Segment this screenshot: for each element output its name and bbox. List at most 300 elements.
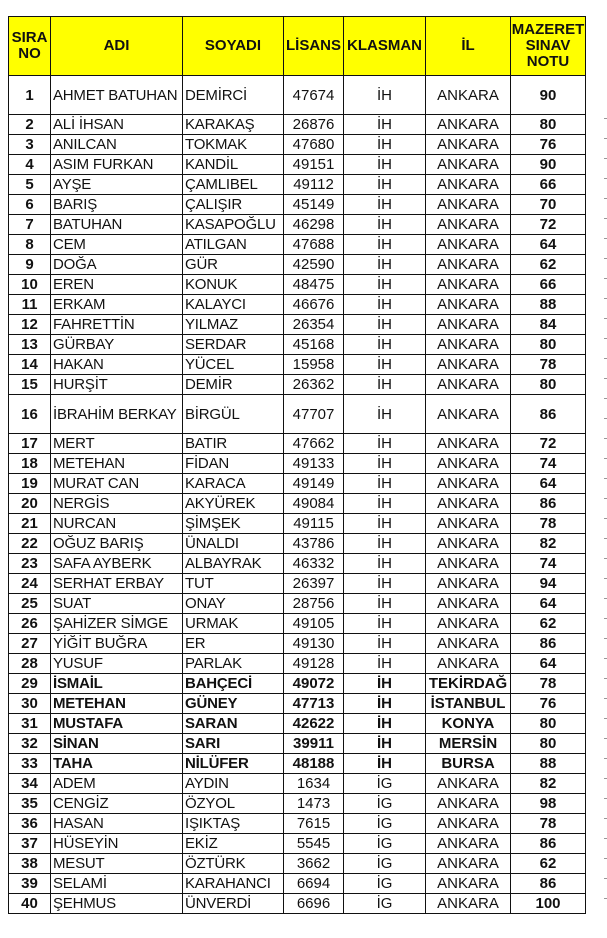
header-no: SIRA NO (9, 17, 51, 76)
classification-cell: İH (344, 434, 426, 454)
license-number-cell: 49128 (284, 654, 344, 674)
city-cell: ANKARA (426, 135, 511, 155)
classification-cell: İG (344, 794, 426, 814)
classification-cell: İH (344, 375, 426, 395)
surname-cell: ÇALIŞIR (183, 195, 284, 215)
city-cell: ANKARA (426, 235, 511, 255)
exam-score-cell: 88 (511, 295, 586, 315)
table-row (9, 834, 586, 854)
classification-cell: İH (344, 315, 426, 335)
table-row (9, 275, 586, 295)
license-number-cell: 49115 (284, 514, 344, 534)
first-name-cell: MUSTAFA (51, 714, 183, 734)
table-row (9, 215, 586, 235)
table-row (9, 734, 586, 754)
surname-cell: KALAYCI (183, 295, 284, 315)
city-cell: ANKARA (426, 514, 511, 534)
classification-cell: İH (344, 175, 426, 195)
city-cell: ANKARA (426, 295, 511, 315)
surname-cell: AYDIN (183, 774, 284, 794)
table-row (9, 594, 586, 614)
exam-score-cell: 86 (511, 874, 586, 894)
exam-score-cell: 90 (511, 76, 586, 115)
city-cell: ANKARA (426, 375, 511, 395)
classification-cell: İH (344, 454, 426, 474)
surname-cell: DEMİRCİ (183, 76, 284, 115)
surname-cell: GÜR (183, 255, 284, 275)
first-name-cell: MERT (51, 434, 183, 454)
license-number-cell: 1634 (284, 774, 344, 794)
classification-cell: İH (344, 275, 426, 295)
classification-cell: İH (344, 614, 426, 634)
classification-cell: İH (344, 754, 426, 774)
row-number-cell: 8 (9, 235, 51, 255)
row-number-cell: 30 (9, 694, 51, 714)
city-cell: ANKARA (426, 854, 511, 874)
surname-cell: KASAPOĞLU (183, 215, 284, 235)
row-number-cell: 38 (9, 854, 51, 874)
header-classification: KLASMAN (344, 17, 426, 76)
classification-cell: İH (344, 534, 426, 554)
city-cell: BURSA (426, 754, 511, 774)
classification-cell: İH (344, 634, 426, 654)
license-number-cell: 46298 (284, 215, 344, 235)
table-row (9, 255, 586, 275)
exam-score-cell: 78 (511, 355, 586, 375)
city-cell: ANKARA (426, 474, 511, 494)
row-number-cell: 14 (9, 355, 51, 375)
row-number-cell: 34 (9, 774, 51, 794)
exam-score-cell: 62 (511, 854, 586, 874)
table-row (9, 874, 586, 894)
table-row (9, 195, 586, 215)
exam-score-cell: 80 (511, 714, 586, 734)
license-number-cell: 42622 (284, 714, 344, 734)
classification-cell: İG (344, 874, 426, 894)
row-number-cell: 23 (9, 554, 51, 574)
exam-score-cell: 74 (511, 454, 586, 474)
exam-score-cell: 78 (511, 814, 586, 834)
row-number-cell: 17 (9, 434, 51, 454)
city-cell: ANKARA (426, 76, 511, 115)
header-score: MAZERET SINAV NOTU (511, 17, 586, 76)
classification-cell: İH (344, 155, 426, 175)
first-name-cell: MESUT (51, 854, 183, 874)
license-number-cell: 43786 (284, 534, 344, 554)
exam-score-cell: 64 (511, 654, 586, 674)
first-name-cell: SELAMİ (51, 874, 183, 894)
classification-cell: İH (344, 115, 426, 135)
exam-score-cell: 78 (511, 674, 586, 694)
license-number-cell: 26876 (284, 115, 344, 135)
city-cell: ANKARA (426, 834, 511, 854)
table-row (9, 894, 586, 914)
table-header-row (9, 17, 586, 76)
first-name-cell: CENGİZ (51, 794, 183, 814)
surname-cell: YÜCEL (183, 355, 284, 375)
row-number-cell: 26 (9, 614, 51, 634)
table-row (9, 135, 586, 155)
header-name: ADI (51, 17, 183, 76)
row-number-cell: 33 (9, 754, 51, 774)
table-row (9, 614, 586, 634)
first-name-cell: İBRAHİM BERKAY (51, 395, 183, 434)
first-name-cell: EREN (51, 275, 183, 295)
exam-score-cell: 76 (511, 135, 586, 155)
city-cell: ANKARA (426, 594, 511, 614)
city-cell: ANKARA (426, 774, 511, 794)
license-number-cell: 47688 (284, 235, 344, 255)
classification-cell: İH (344, 694, 426, 714)
row-number-cell: 28 (9, 654, 51, 674)
exam-score-cell: 84 (511, 315, 586, 335)
license-number-cell: 1473 (284, 794, 344, 814)
city-cell: ANKARA (426, 255, 511, 275)
license-number-cell: 6694 (284, 874, 344, 894)
first-name-cell: HAKAN (51, 355, 183, 375)
first-name-cell: TAHA (51, 754, 183, 774)
city-cell: ANKARA (426, 434, 511, 454)
first-name-cell: OĞUZ BARIŞ (51, 534, 183, 554)
row-number-cell: 6 (9, 195, 51, 215)
surname-cell: ŞİMŞEK (183, 514, 284, 534)
first-name-cell: YİĞİT BUĞRA (51, 634, 183, 654)
city-cell: TEKİRDAĞ (426, 674, 511, 694)
table-row (9, 654, 586, 674)
results-table (8, 16, 586, 914)
table-row (9, 355, 586, 375)
surname-cell: NİLÜFER (183, 754, 284, 774)
row-number-cell: 36 (9, 814, 51, 834)
row-number-cell: 7 (9, 215, 51, 235)
license-number-cell: 46332 (284, 554, 344, 574)
classification-cell: İH (344, 195, 426, 215)
first-name-cell: NURCAN (51, 514, 183, 534)
exam-score-cell: 80 (511, 335, 586, 355)
classification-cell: İH (344, 494, 426, 514)
exam-score-cell: 86 (511, 395, 586, 434)
city-cell: ANKARA (426, 175, 511, 195)
exam-score-cell: 82 (511, 774, 586, 794)
table-row (9, 175, 586, 195)
table-row (9, 754, 586, 774)
surname-cell: DEMİR (183, 375, 284, 395)
license-number-cell: 49105 (284, 614, 344, 634)
license-number-cell: 26362 (284, 375, 344, 395)
first-name-cell: SERHAT ERBAY (51, 574, 183, 594)
classification-cell: İH (344, 335, 426, 355)
first-name-cell: BARIŞ (51, 195, 183, 215)
exam-score-cell: 90 (511, 155, 586, 175)
license-number-cell: 47707 (284, 395, 344, 434)
classification-cell: İH (344, 255, 426, 275)
city-cell: ANKARA (426, 155, 511, 175)
license-number-cell: 42590 (284, 255, 344, 275)
city-cell: ANKARA (426, 454, 511, 474)
row-number-cell: 15 (9, 375, 51, 395)
surname-cell: ONAY (183, 594, 284, 614)
license-number-cell: 47680 (284, 135, 344, 155)
row-number-cell: 37 (9, 834, 51, 854)
city-cell: KONYA (426, 714, 511, 734)
city-cell: ANKARA (426, 335, 511, 355)
row-number-cell: 1 (9, 76, 51, 115)
surname-cell: ÖZTÜRK (183, 854, 284, 874)
table-row (9, 434, 586, 454)
license-number-cell: 47674 (284, 76, 344, 115)
city-cell: ANKARA (426, 215, 511, 235)
classification-cell: İH (344, 574, 426, 594)
license-number-cell: 47713 (284, 694, 344, 714)
city-cell: ANKARA (426, 275, 511, 295)
classification-cell: İH (344, 395, 426, 434)
surname-cell: SARI (183, 734, 284, 754)
exam-score-cell: 80 (511, 115, 586, 135)
first-name-cell: ALİ İHSAN (51, 115, 183, 135)
classification-cell: İG (344, 854, 426, 874)
table-row (9, 714, 586, 734)
first-name-cell: ŞEHMUS (51, 894, 183, 914)
first-name-cell: DOĞA (51, 255, 183, 275)
table-body (9, 76, 586, 914)
license-number-cell: 48188 (284, 754, 344, 774)
classification-cell: İH (344, 654, 426, 674)
surname-cell: GÜNEY (183, 694, 284, 714)
license-number-cell: 7615 (284, 814, 344, 834)
surname-cell: AKYÜREK (183, 494, 284, 514)
exam-score-cell: 98 (511, 794, 586, 814)
table-row (9, 854, 586, 874)
exam-score-cell: 86 (511, 494, 586, 514)
first-name-cell: ADEM (51, 774, 183, 794)
exam-score-cell: 86 (511, 634, 586, 654)
row-number-cell: 19 (9, 474, 51, 494)
table-row (9, 76, 586, 115)
license-number-cell: 28756 (284, 594, 344, 614)
license-number-cell: 46676 (284, 295, 344, 315)
row-number-cell: 12 (9, 315, 51, 335)
first-name-cell: NERGİS (51, 494, 183, 514)
city-cell: İSTANBUL (426, 694, 511, 714)
exam-score-cell: 72 (511, 215, 586, 235)
first-name-cell: İSMAİL (51, 674, 183, 694)
surname-cell: EKİZ (183, 834, 284, 854)
exam-score-cell: 62 (511, 255, 586, 275)
license-number-cell: 49149 (284, 474, 344, 494)
exam-score-cell: 80 (511, 375, 586, 395)
table-row (9, 295, 586, 315)
city-cell: ANKARA (426, 654, 511, 674)
exam-score-cell: 82 (511, 534, 586, 554)
table-row (9, 534, 586, 554)
row-number-cell: 10 (9, 275, 51, 295)
city-cell: ANKARA (426, 534, 511, 554)
license-number-cell: 15958 (284, 355, 344, 375)
surname-cell: KARAHANCI (183, 874, 284, 894)
surname-cell: PARLAK (183, 654, 284, 674)
row-number-cell: 40 (9, 894, 51, 914)
row-number-cell: 20 (9, 494, 51, 514)
first-name-cell: METEHAN (51, 694, 183, 714)
classification-cell: İH (344, 714, 426, 734)
table-row (9, 115, 586, 135)
row-number-cell: 21 (9, 514, 51, 534)
header-license: LİSANS (284, 17, 344, 76)
table-row (9, 634, 586, 654)
first-name-cell: ANILCAN (51, 135, 183, 155)
classification-cell: İG (344, 894, 426, 914)
city-cell: ANKARA (426, 874, 511, 894)
exam-score-cell: 66 (511, 275, 586, 295)
table-row (9, 574, 586, 594)
exam-score-cell: 74 (511, 554, 586, 574)
row-number-cell: 22 (9, 534, 51, 554)
license-number-cell: 39911 (284, 734, 344, 754)
exam-score-cell: 70 (511, 195, 586, 215)
row-number-cell: 5 (9, 175, 51, 195)
surname-cell: KONUK (183, 275, 284, 295)
first-name-cell: YUSUF (51, 654, 183, 674)
first-name-cell: BATUHAN (51, 215, 183, 235)
surname-cell: BAHÇECİ (183, 674, 284, 694)
classification-cell: İH (344, 514, 426, 534)
city-cell: ANKARA (426, 574, 511, 594)
table-row (9, 554, 586, 574)
classification-cell: İH (344, 215, 426, 235)
row-number-cell: 32 (9, 734, 51, 754)
row-number-cell: 24 (9, 574, 51, 594)
header-surname: SOYADI (183, 17, 284, 76)
license-number-cell: 5545 (284, 834, 344, 854)
classification-cell: İH (344, 554, 426, 574)
row-number-cell: 31 (9, 714, 51, 734)
row-number-cell: 29 (9, 674, 51, 694)
surname-cell: ATILGAN (183, 235, 284, 255)
surname-cell: SERDAR (183, 335, 284, 355)
table-row (9, 794, 586, 814)
classification-cell: İH (344, 76, 426, 115)
city-cell: ANKARA (426, 554, 511, 574)
first-name-cell: SAFA AYBERK (51, 554, 183, 574)
first-name-cell: HASAN (51, 814, 183, 834)
surname-cell: YILMAZ (183, 315, 284, 335)
table-row (9, 674, 586, 694)
license-number-cell: 26397 (284, 574, 344, 594)
license-number-cell: 3662 (284, 854, 344, 874)
exam-score-cell: 86 (511, 834, 586, 854)
first-name-cell: ŞAHİZER SİMGE (51, 614, 183, 634)
license-number-cell: 47662 (284, 434, 344, 454)
license-number-cell: 49151 (284, 155, 344, 175)
license-number-cell: 49072 (284, 674, 344, 694)
license-number-cell: 48475 (284, 275, 344, 295)
table-row (9, 774, 586, 794)
surname-cell: ÖZYOL (183, 794, 284, 814)
table-row (9, 494, 586, 514)
surname-cell: TUT (183, 574, 284, 594)
first-name-cell: SİNAN (51, 734, 183, 754)
city-cell: ANKARA (426, 355, 511, 375)
first-name-cell: AYŞE (51, 175, 183, 195)
first-name-cell: GÜRBAY (51, 335, 183, 355)
license-number-cell: 49112 (284, 175, 344, 195)
exam-score-cell: 62 (511, 614, 586, 634)
surname-cell: ER (183, 634, 284, 654)
table-row (9, 694, 586, 714)
city-cell: ANKARA (426, 395, 511, 434)
city-cell: MERSİN (426, 734, 511, 754)
classification-cell: İH (344, 135, 426, 155)
table-row (9, 474, 586, 494)
row-number-cell: 3 (9, 135, 51, 155)
city-cell: ANKARA (426, 634, 511, 654)
surname-cell: BİRGÜL (183, 395, 284, 434)
first-name-cell: AHMET BATUHAN (51, 76, 183, 115)
exam-score-cell: 64 (511, 594, 586, 614)
license-number-cell: 49133 (284, 454, 344, 474)
city-cell: ANKARA (426, 814, 511, 834)
classification-cell: İG (344, 774, 426, 794)
surname-cell: ÜNVERDİ (183, 894, 284, 914)
surname-cell: FİDAN (183, 454, 284, 474)
row-number-cell: 27 (9, 634, 51, 654)
license-number-cell: 49130 (284, 634, 344, 654)
table-row (9, 155, 586, 175)
first-name-cell: HÜSEYİN (51, 834, 183, 854)
table-row (9, 814, 586, 834)
exam-score-cell: 64 (511, 474, 586, 494)
classification-cell: İH (344, 474, 426, 494)
first-name-cell: MURAT CAN (51, 474, 183, 494)
first-name-cell: SUAT (51, 594, 183, 614)
license-number-cell: 45149 (284, 195, 344, 215)
first-name-cell: ERKAM (51, 295, 183, 315)
row-number-cell: 9 (9, 255, 51, 275)
exam-score-cell: 72 (511, 434, 586, 454)
table-row (9, 454, 586, 474)
city-cell: ANKARA (426, 315, 511, 335)
surname-cell: ÜNALDI (183, 534, 284, 554)
city-cell: ANKARA (426, 894, 511, 914)
row-number-cell: 2 (9, 115, 51, 135)
surname-cell: ALBAYRAK (183, 554, 284, 574)
exam-score-cell: 66 (511, 175, 586, 195)
row-number-cell: 16 (9, 395, 51, 434)
city-cell: ANKARA (426, 494, 511, 514)
row-number-cell: 11 (9, 295, 51, 315)
classification-cell: İH (344, 674, 426, 694)
exam-score-cell: 80 (511, 734, 586, 754)
table-row (9, 395, 586, 434)
city-cell: ANKARA (426, 195, 511, 215)
surname-cell: KANDİL (183, 155, 284, 175)
first-name-cell: ASIM FURKAN (51, 155, 183, 175)
row-number-cell: 39 (9, 874, 51, 894)
table-row (9, 315, 586, 335)
table-row (9, 375, 586, 395)
row-number-cell: 18 (9, 454, 51, 474)
city-cell: ANKARA (426, 794, 511, 814)
license-number-cell: 6696 (284, 894, 344, 914)
first-name-cell: HURŞİT (51, 375, 183, 395)
exam-score-cell: 78 (511, 514, 586, 534)
city-cell: ANKARA (426, 115, 511, 135)
city-cell: ANKARA (426, 614, 511, 634)
classification-cell: İH (344, 235, 426, 255)
surname-cell: URMAK (183, 614, 284, 634)
exam-score-cell: 64 (511, 235, 586, 255)
exam-score-cell: 94 (511, 574, 586, 594)
